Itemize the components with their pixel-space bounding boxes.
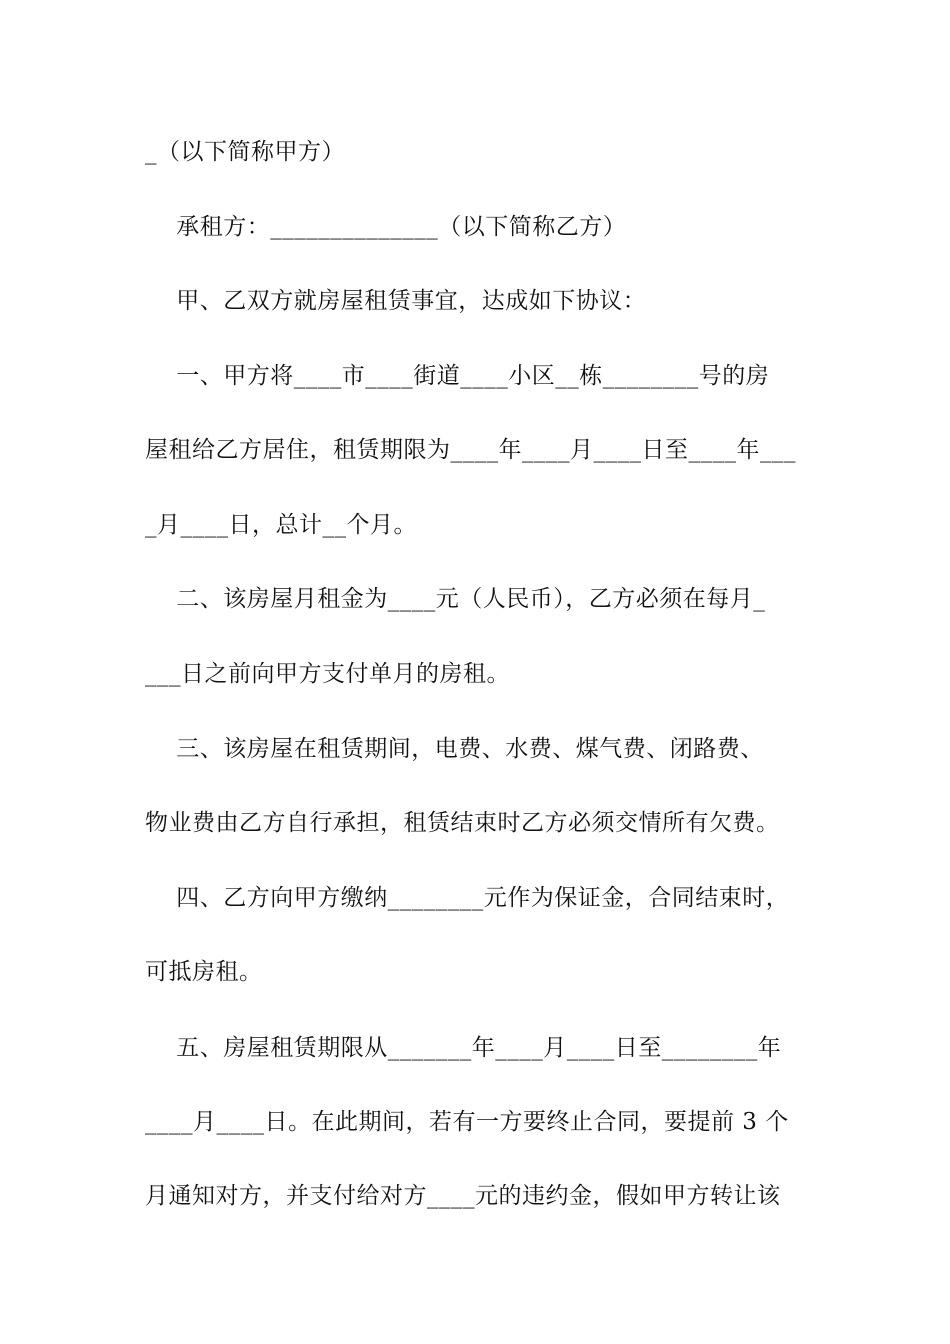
text-line-clause-1-a: 一、甲方将____市____街道____小区__栋________号的房: [145, 363, 770, 389]
text-line-clause-5-a: 五、房屋租赁期限从_______年____月____日至________年: [145, 1035, 782, 1061]
text-line-clause-4-b: 可抵房租。: [145, 959, 263, 985]
text-line-clause-1-c: _月____日，总计__个月。: [145, 512, 417, 538]
text-line-clause-2-b: ___日之前向甲方支付单月的房租。: [145, 661, 510, 687]
text-line-clause-5-b: ____月____日。在此期间，若有一方要终止合同，要提前 3 个: [145, 1109, 789, 1135]
text-line-clause-4-a: 四、乙方向甲方缴纳________元作为保证金，合同结束时，: [145, 885, 790, 911]
text-line-agreement-intro: 甲、乙双方就房屋租赁事宜，达成如下协议：: [145, 288, 647, 314]
text-line-clause-2-a: 二、该房屋月租金为____元（人民币），乙方必须在每月_: [145, 586, 766, 612]
text-line-clause-1-b: 屋租给乙方居住，租赁期限为____年____月____日至____年___: [145, 437, 796, 463]
text-line-lessee: 承租方：______________（以下简称乙方）: [145, 214, 627, 240]
text-line-clause-3-b: 物业费由乙方自行承担，租赁结束时乙方必须交情所有欠费。: [145, 810, 780, 836]
text-line-clause-3-a: 三、该房屋在租赁期间，电费、水费、煤气费、闭路费、: [145, 736, 764, 762]
text-line-party-a-note: _（以下简称甲方）: [145, 139, 345, 165]
text-line-clause-5-c: 月通知对方，并支付给对方____元的违约金，假如甲方转让该: [145, 1183, 781, 1209]
